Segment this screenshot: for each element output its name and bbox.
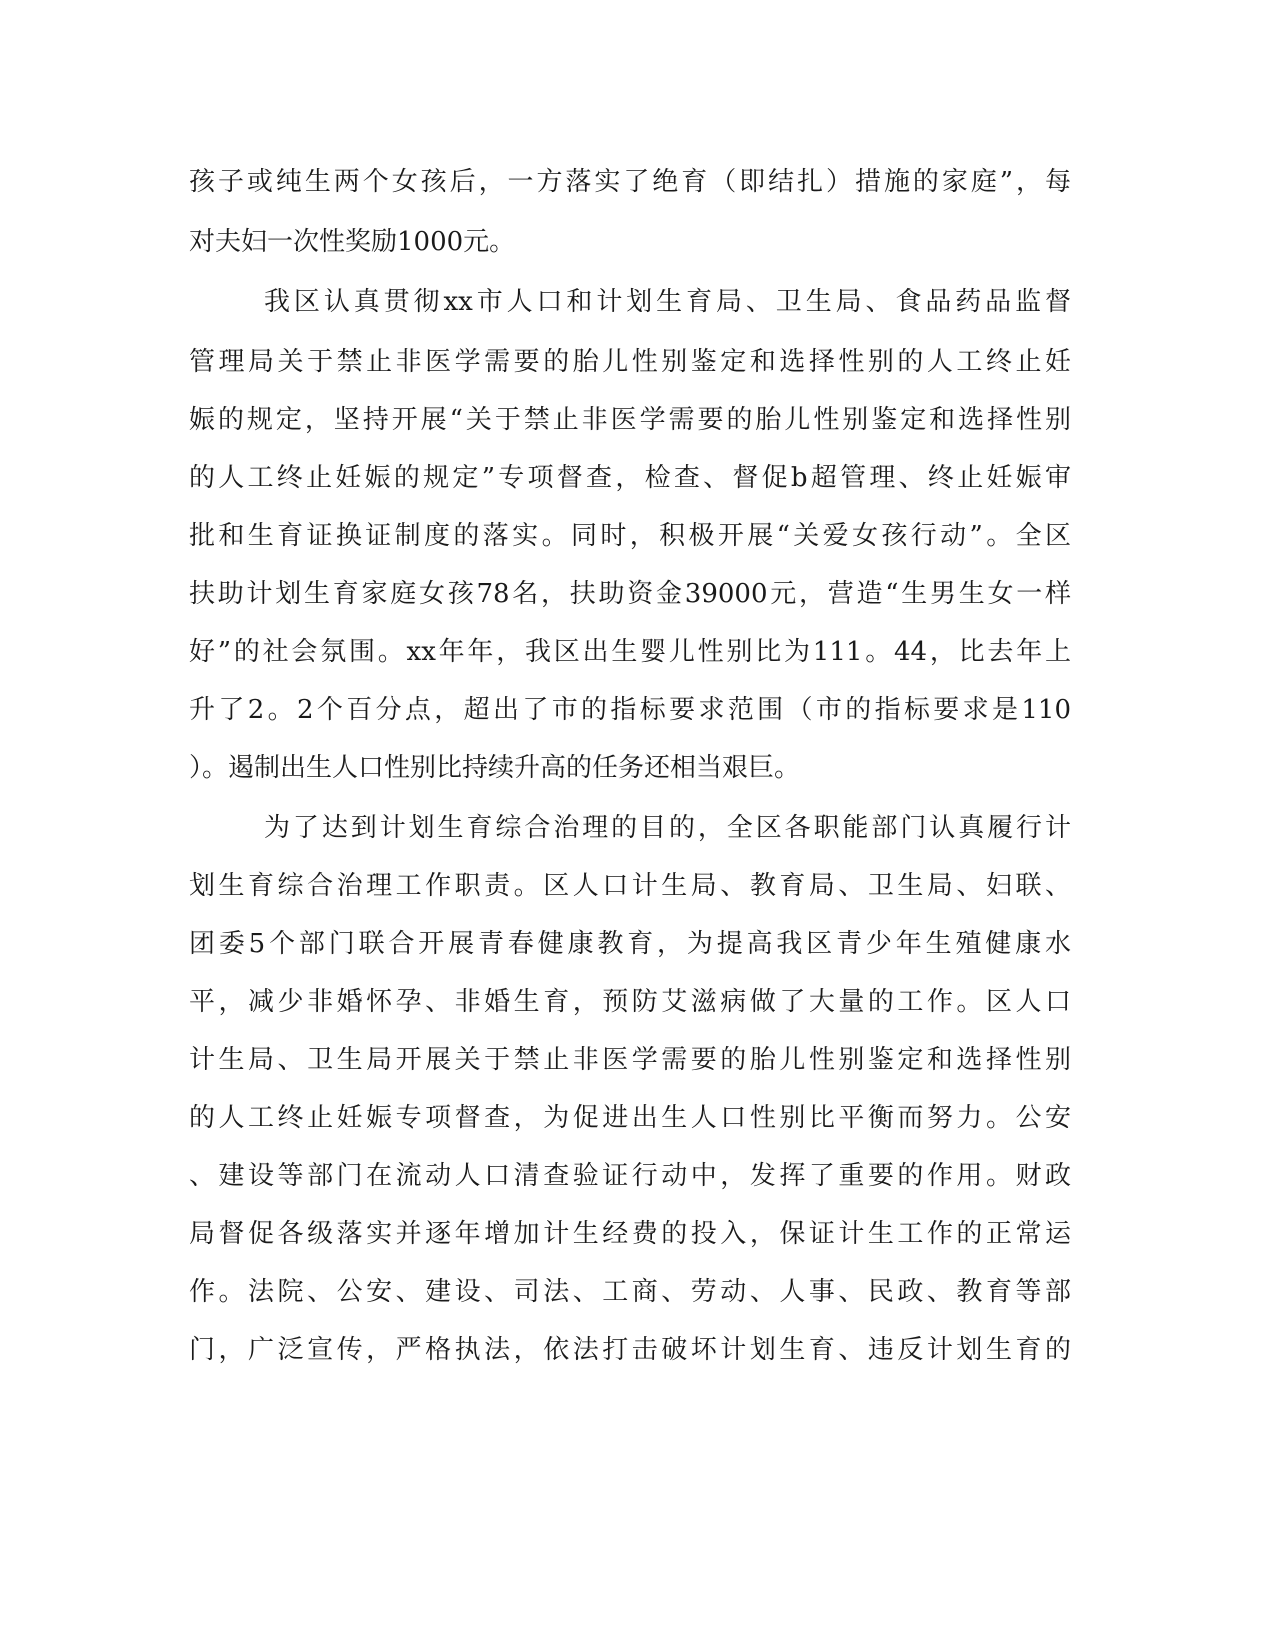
paragraph-start-line: 为了达到计划生育综合治理的目的，全区各职能部门认真履行计 <box>264 813 1071 843</box>
text-line: 划生育综合治理工作职责。区人口计生局、教育局、卫生局、妇联、 <box>189 871 1071 901</box>
text-line: 局督促各级落实并逐年增加计生经费的投入，保证计生工作的正常运 <box>189 1219 1071 1249</box>
text-line: 团委5个部门联合开展青春健康教育，为提高我区青少年生殖健康水 <box>189 929 1071 959</box>
text-line: 的人工终止妊娠专项督查，为促进出生人口性别比平衡而努力。公安 <box>189 1103 1071 1133</box>
paragraph-start-line: 我区认真贯彻xx市人口和计划生育局、卫生局、食品药品监督 <box>264 287 1071 317</box>
text-line: 升了2。2个百分点，超出了市的指标要求范围（市的指标要求是110 <box>189 695 1071 725</box>
text-line: 管理局关于禁止非医学需要的胎儿性别鉴定和选择性别的人工终止妊 <box>189 347 1071 377</box>
text-line: 批和生育证换证制度的落实。同时，积极开展“关爱女孩行动”。全区 <box>189 521 1071 551</box>
text-line: 平，减少非婚怀孕、非婚生育，预防艾滋病做了大量的工作。区人口 <box>189 987 1071 1017</box>
text-line: 对夫妇一次性奖励1000元。 <box>189 227 516 257</box>
text-line: 作。法院、公安、建设、司法、工商、劳动、人事、民政、教育等部 <box>189 1277 1071 1307</box>
text-line: 好”的社会氛围。xx年年，我区出生婴儿性别比为111。44，比去年上 <box>189 637 1071 667</box>
text-line: ）。遏制出生人口性别比持续升高的任务还相当艰巨。 <box>189 753 801 783</box>
text-line: 扶助计划生育家庭女孩78名，扶助资金39000元，营造“生男生女一样 <box>189 579 1071 609</box>
text-line: 孩子或纯生两个女孩后，一方落实了绝育（即结扎）措施的家庭”，每 <box>189 167 1071 197</box>
text-line: 门，广泛宣传，严格执法，依法打击破坏计划生育、违反计划生育的 <box>189 1335 1071 1365</box>
text-line: 、建设等部门在流动人口清查验证行动中，发挥了重要的作用。财政 <box>189 1161 1071 1191</box>
text-line: 的人工终止妊娠的规定”专项督查，检查、督促b超管理、终止妊娠审 <box>189 463 1071 493</box>
text-line: 娠的规定，坚持开展“关于禁止非医学需要的胎儿性别鉴定和选择性别 <box>189 405 1071 435</box>
text-line: 计生局、卫生局开展关于禁止非医学需要的胎儿性别鉴定和选择性别 <box>189 1045 1071 1075</box>
